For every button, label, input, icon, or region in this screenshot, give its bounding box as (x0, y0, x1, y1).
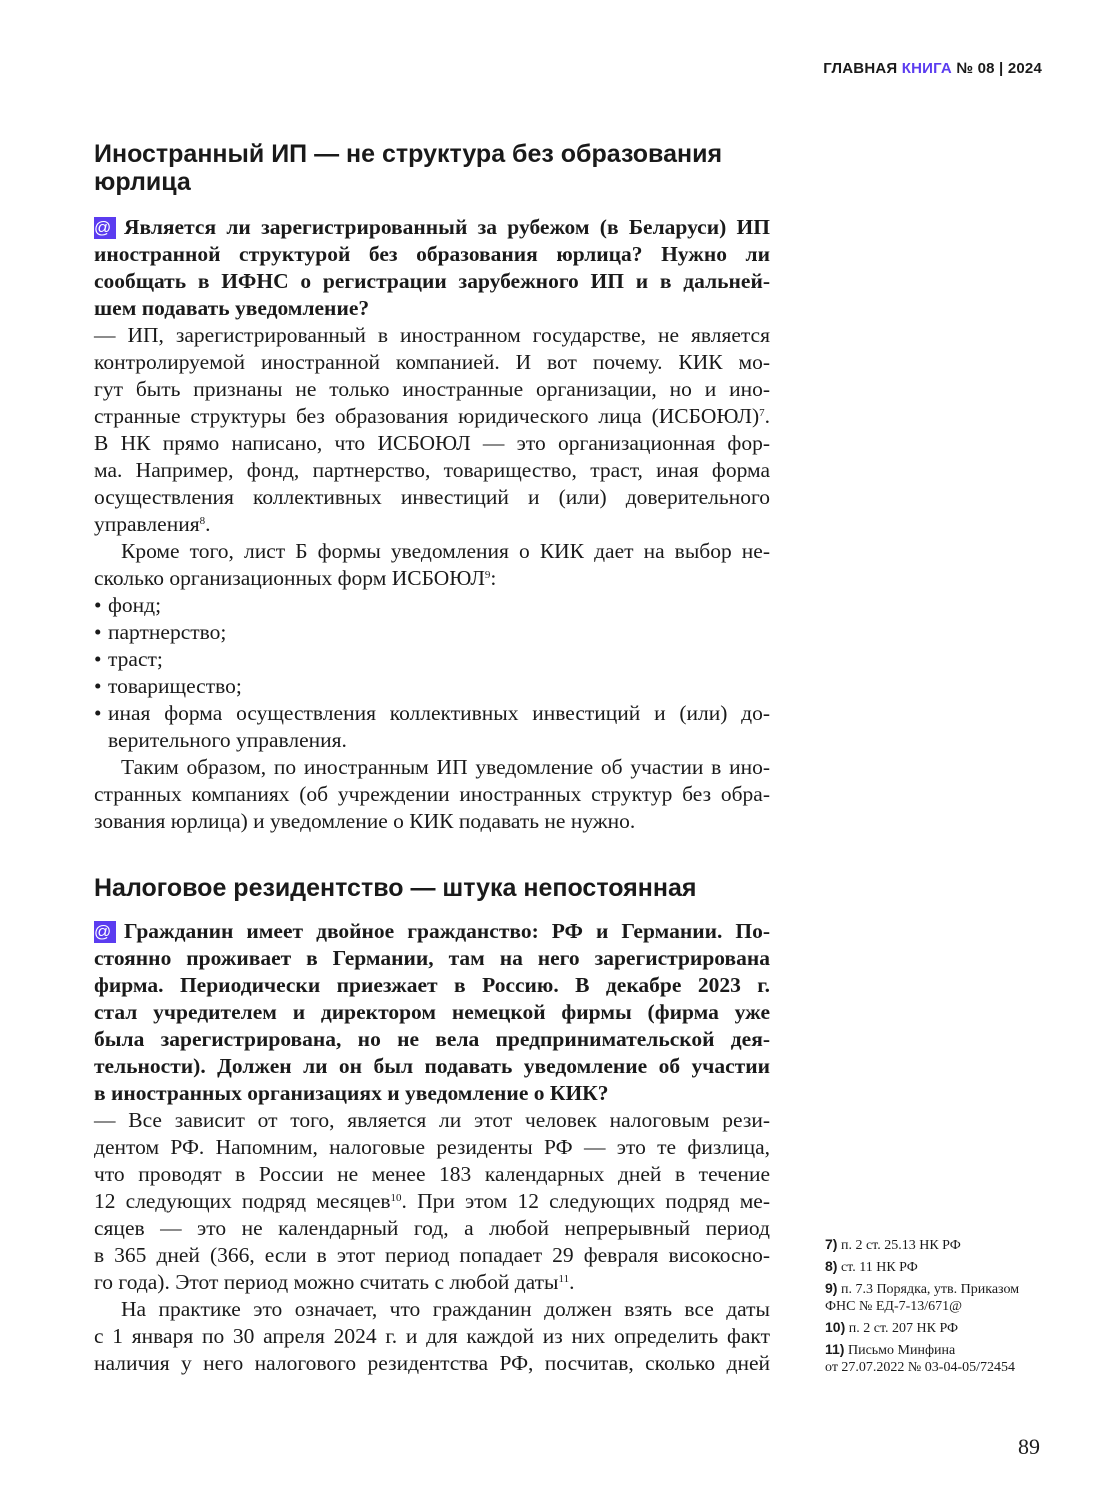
question-line: в иностранных организациях и уведомление о КИК? (94, 1081, 609, 1105)
question-line: тельности). Должен ли он был подавать уведомление об участии (94, 1054, 770, 1078)
footnote-text: п. 7.3 Порядка, утв. Приказом (840, 1282, 1020, 1297)
running-header (823, 60, 1042, 77)
answer-line (94, 322, 770, 349)
answer-line (94, 1161, 770, 1188)
bullet-icon: • (94, 647, 102, 671)
paragraph-line: странных компаниях (об учреждении иностранных структур без обра- (94, 782, 770, 806)
text: . (569, 1270, 575, 1294)
list-item-text: товарищество; (108, 674, 242, 698)
text: ма. Например, фонд, партнерство, товарищество, траст, иная форма (94, 458, 770, 482)
question-line: шем подавать уведомление? (94, 296, 370, 320)
text: управления (94, 512, 200, 536)
answer-line (94, 1242, 770, 1269)
section2-body (94, 918, 770, 1377)
footnote-ref: 9 (484, 569, 491, 581)
answer-line (94, 484, 770, 511)
footnote-text: ст. 11 НК РФ (840, 1260, 918, 1275)
text: Кроме того, лист Б формы уведомления о КИК дает на выбор не- (121, 539, 770, 563)
answer-line (94, 376, 770, 403)
bullet-icon: • (94, 620, 102, 644)
page-number: 89 (1018, 1434, 1040, 1459)
text: 12 следующих подряд месяцев (94, 1189, 391, 1213)
text: го года). Этот период можно считать с любой даты (94, 1270, 559, 1294)
text: гут быть признаны не только иностранные организации, но и ино- (94, 377, 770, 401)
question-line: стоянно проживает в Германии, там на него зарегистрирована (94, 946, 770, 970)
footnote-text: Письмо Минфина (847, 1343, 956, 1358)
footnote-ref: 11 (558, 1273, 570, 1285)
question-line: сообщать в ИФНС о регистрации зарубежного ИП и в дальней- (94, 269, 770, 293)
answer-line (94, 511, 770, 538)
text: — Все зависит от того, является ли этот человек налоговым рези- (94, 1108, 770, 1132)
footnote-number: 7) (825, 1236, 838, 1252)
text: осуществления коллективных инвестиций и (или) доверительного (94, 485, 770, 509)
question-line: фирма. Периодически приезжает в Россию. В декабре 2023 г. (94, 973, 770, 997)
heading-line: Налоговое резидентство — штука непостоянная (94, 874, 697, 902)
answer-line (94, 1107, 770, 1134)
answer-line (94, 1134, 770, 1161)
text: . При этом 12 следующих подряд ме- (401, 1189, 771, 1213)
footnote-text: п. 2 ст. 207 НК РФ (848, 1321, 959, 1336)
footnote-text: от 27.07.2022 № 03-04-05/72454 (825, 1360, 1016, 1375)
paragraph-line: с 1 января по 30 апреля 2024 г. и для каждой из них определить факт (94, 1324, 770, 1348)
list-item-continuation: верительного управления. (108, 728, 347, 752)
list-item (94, 592, 770, 619)
footnote (825, 1319, 958, 1337)
section1-heading (94, 140, 770, 196)
paragraph-line (94, 565, 770, 592)
text: что проводят в России не менее 183 календарных дней в течение (94, 1162, 770, 1186)
answer-line (94, 457, 770, 484)
list-item-text: фонд; (108, 593, 162, 617)
text: сколько организационных форм ИСБОЮЛ (94, 566, 485, 590)
question-line: иностранной структурой без образования юрлица? Нужно ли (94, 242, 770, 266)
at-sign-icon: @ (94, 921, 116, 943)
list-item-text: иная форма осуществления коллективных инвестиций и (или) до- (108, 701, 770, 725)
paragraph-line: наличия у него налогового резидентства РФ, посчитав, сколько дней (94, 1351, 770, 1375)
list-item (94, 646, 770, 673)
footnote-number: 10) (825, 1319, 846, 1335)
answer-line (94, 430, 770, 457)
at-sign-icon: @ (94, 217, 116, 239)
paragraph-line (94, 538, 770, 565)
issue-number: № 08 | 2024 (956, 60, 1042, 77)
footnote-number: 9) (825, 1280, 838, 1296)
paragraph-line: На практике это означает, что гражданин должен взять все даты (121, 1297, 770, 1321)
list-item (94, 700, 770, 727)
footnote (825, 1236, 961, 1254)
list-item (94, 619, 770, 646)
brand-name: ГЛАВНАЯ (823, 60, 898, 77)
answer-line (94, 1188, 770, 1215)
answer-line (94, 349, 770, 376)
text: странные структуры без образования юридического лица (ИСБОЮЛ) (94, 404, 760, 428)
text: . (205, 512, 211, 536)
footnote (825, 1258, 918, 1276)
bullet-icon: • (94, 674, 102, 698)
footnote-ref: 8 (199, 515, 206, 527)
answer-line (94, 1269, 770, 1296)
text: : (490, 566, 497, 590)
text: Гражданин имеет двойное гражданство: РФ и Германии. По- (124, 919, 770, 943)
list-item (94, 673, 770, 700)
question-line: стал учредителем и директором немецкой фирмы (фирма уже (94, 1000, 770, 1024)
answer-line (94, 403, 770, 430)
text: контролируемой иностранной компанией. И вот почему. КИК мо- (94, 350, 770, 374)
section1-body (94, 214, 770, 835)
bullet-icon: • (94, 701, 102, 725)
text: — ИП, зарегистрированный в иностранном государстве, не является (94, 323, 770, 347)
footnote-ref: 7 (759, 407, 765, 419)
heading-line: Иностранный ИП — не структура без образования (94, 140, 723, 168)
footnote (825, 1341, 1015, 1376)
footnote-number: 11) (825, 1341, 845, 1357)
text: Является ли зарегистрированный за рубежом (в Беларуси) ИП (124, 215, 770, 239)
footnote (825, 1280, 1019, 1315)
answer-line (94, 1215, 770, 1242)
section2-heading (94, 874, 770, 902)
text: дентом РФ. Напомним, налоговые резиденты РФ — это те физлица, (94, 1135, 770, 1159)
text: в 365 дней (366, если в этот период попадает 29 февраля високосно- (94, 1243, 770, 1267)
paragraph-line: зования юрлица) и уведомление о КИК подавать не нужно. (94, 809, 636, 833)
question-line: была зарегистрирована, но не вела предпринимательской дея- (94, 1027, 770, 1051)
heading-line: юрлица (94, 168, 191, 196)
question-line (94, 918, 770, 945)
footnote-number: 8) (825, 1258, 838, 1274)
text: . (764, 404, 770, 428)
question-line (94, 214, 770, 241)
paragraph-line: Таким образом, по иностранным ИП уведомление об участии в ино- (121, 755, 770, 779)
footnote-text: п. 2 ст. 25.13 НК РФ (840, 1238, 961, 1253)
text: сяцев — это не календарный год, а любой непрерывный период (94, 1216, 770, 1240)
list-item-text: партнерство; (108, 620, 227, 644)
footnote-ref: 10 (390, 1192, 402, 1204)
footnote-text: ФНС № ЕД-7-13/671@ (825, 1299, 963, 1314)
list-item-text: траст; (108, 647, 163, 671)
text: В НК прямо написано, что ИСБОЮЛ — это организационная фор- (94, 431, 770, 455)
brand-name-accent: КНИГА (901, 60, 952, 77)
bullet-icon: • (94, 593, 102, 617)
